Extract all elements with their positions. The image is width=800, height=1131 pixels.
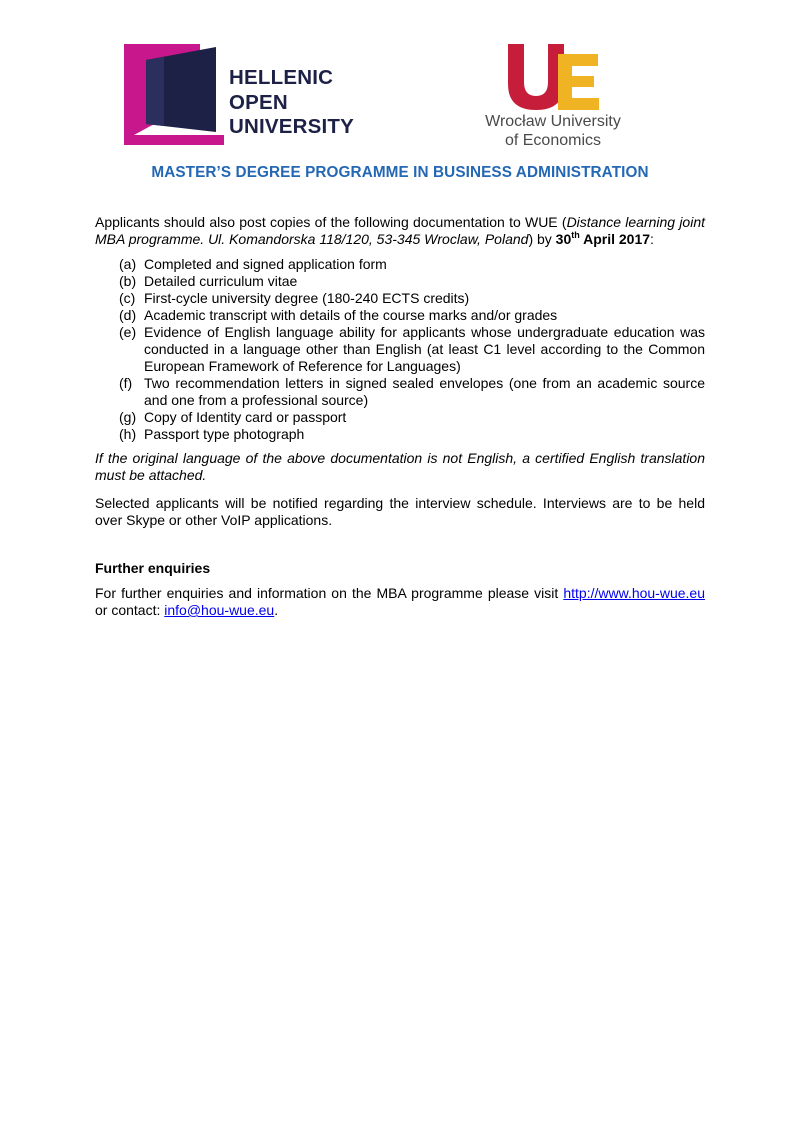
deadline-day: 30 xyxy=(555,231,572,247)
list-item-text: Completed and signed application form xyxy=(144,256,387,272)
email-link[interactable]: info@hou-wue.eu xyxy=(164,602,275,618)
enquiries-text: or contact: xyxy=(95,602,165,618)
intro-text: : xyxy=(650,231,654,247)
intro-text: ) by xyxy=(528,231,556,247)
list-item-marker: (c) xyxy=(119,290,136,306)
documents-list xyxy=(119,256,705,443)
list-item-text: Academic transcript with details of the course marks and/or grades xyxy=(144,307,558,323)
ue-logo-line: Wrocław University xyxy=(485,113,621,130)
deadline xyxy=(556,231,650,247)
list-item-marker: (e) xyxy=(119,324,137,340)
hou-logo-line: OPEN xyxy=(229,90,288,114)
list-item-text: Evidence of English language ability for applicants whose undergraduate education was conducted in a language other than English (at least C1 level according to the Common European Framework of Reference for Languages) xyxy=(144,324,705,374)
document-list-item xyxy=(119,409,705,426)
ue-logo-line: of Economics xyxy=(504,132,602,149)
list-item-marker: (b) xyxy=(119,273,137,289)
enquiries-heading: Further enquiries xyxy=(95,560,211,576)
hou-logo-line: HELLENIC xyxy=(229,66,334,89)
document-list-item xyxy=(119,307,705,324)
intro-paragraph xyxy=(95,214,705,248)
enquiries-text: For further enquiries and information on the MBA programme please visit xyxy=(95,585,564,601)
list-item-marker: (g) xyxy=(119,409,137,425)
page-title: MASTER’S DEGREE PROGRAMME IN BUSINESS ADMINISTRATION xyxy=(151,164,649,181)
website-link[interactable]: http://www.hou-wue.eu xyxy=(563,585,705,601)
list-item-text: Passport type photograph xyxy=(144,426,305,442)
document-list-item xyxy=(119,273,705,290)
ue-logo-mark-icon xyxy=(506,44,600,110)
mailing-address: Distance learning joint MBA programme. Ul. Komandorska 118/120, 53-345 Wroclaw, Poland xyxy=(95,214,706,247)
deadline-month-year: April 2017 xyxy=(579,231,651,247)
list-item-text: Copy of Identity card or passport xyxy=(144,409,347,425)
document-list-item xyxy=(119,375,705,409)
documents-list-container xyxy=(95,256,705,443)
translation-note: If the original language of the above documentation is not English, a certified English translation must be attached. xyxy=(95,450,705,483)
enquiries-paragraph xyxy=(95,585,705,619)
list-item-text: First-cycle university degree (180-240 ECTS credits) xyxy=(144,290,470,306)
document-list-item xyxy=(119,324,705,375)
list-item-text: Two recommendation letters in signed sealed envelopes (one from an academic source and one from a professional source) xyxy=(144,375,705,408)
document-list-item xyxy=(119,290,705,307)
intro-text: Applicants should also post copies of the following documentation to WUE ( xyxy=(95,214,567,230)
document-body xyxy=(95,214,705,619)
hellenic-open-university-logo xyxy=(124,44,356,148)
wroclaw-university-logo xyxy=(468,44,638,150)
list-item-marker: (a) xyxy=(119,256,137,272)
ue-logo-text xyxy=(468,112,638,150)
list-item-text: Detailed curriculum vitae xyxy=(144,273,298,289)
document-list-item xyxy=(119,256,705,273)
enquiries-text: . xyxy=(274,602,279,618)
document-list-item xyxy=(119,426,705,443)
deadline-day-suffix: th xyxy=(571,230,580,240)
hou-logo-line: UNIVERSITY xyxy=(229,115,355,138)
list-item-marker: (d) xyxy=(119,307,137,323)
interview-note: Selected applicants will be notified regarding the interview schedule. Interviews are to be held over Skype or other VoIP applications. xyxy=(95,495,705,528)
list-item-marker: (h) xyxy=(119,426,137,442)
hou-logo-mark-icon xyxy=(124,44,224,145)
hou-logo-text xyxy=(229,66,354,140)
list-item-marker: (f) xyxy=(119,375,133,391)
